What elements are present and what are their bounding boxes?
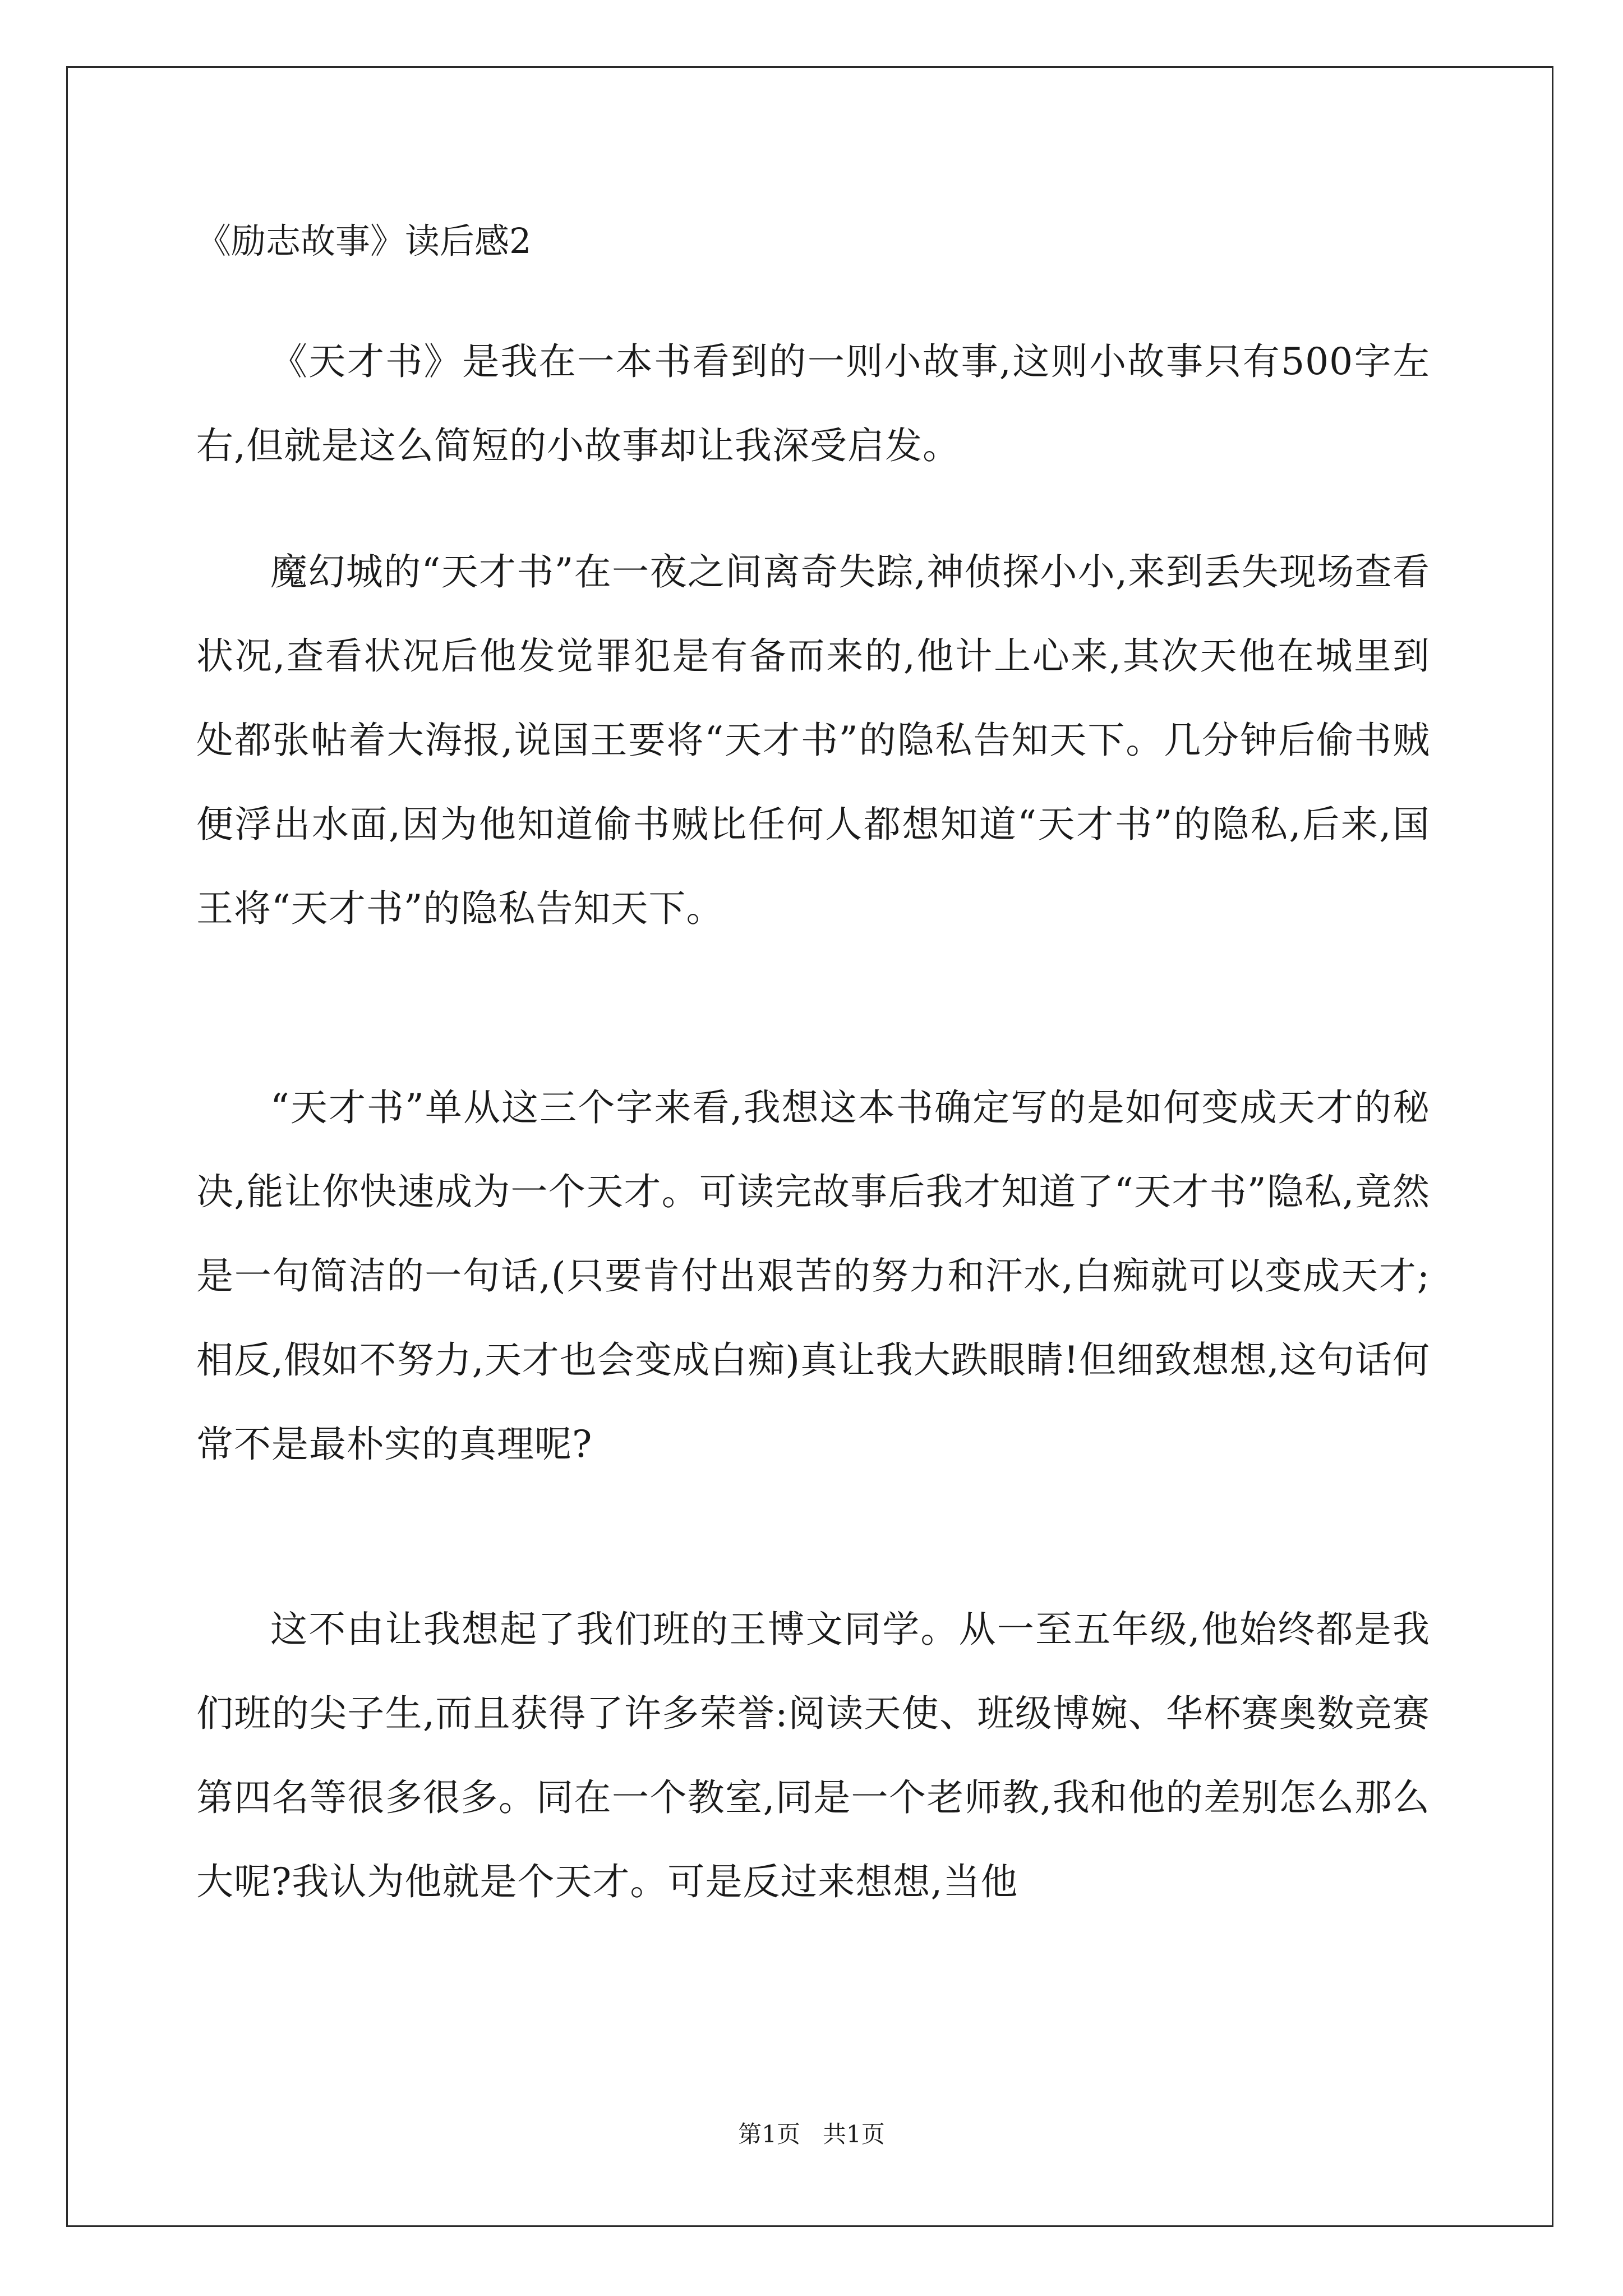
page-footer: 第1页 共1页 (738, 2120, 885, 2148)
document-title: 《励志故事》读后感2 (196, 220, 532, 261)
paragraph-4: 这不由让我想起了我们班的王博文同学。从一至五年级,他始终都是我们班的尖子生,而且获得了许多荣誉:阅读天使、班级博婉、华杯赛奥数竞赛第四名等很多很多。同在一个教室,同是一个老师教,我和他的差别怎么那么大呢?我认为他就是个天才。可是反过来想想,当他 (196, 1608, 1430, 1903)
paragraph-3: “天才书”单从这三个字来看,我想这本书确定写的是如何变成天才的秘决,能让你快速成为一个天才。可读完故事后我才知道了“天才书”隐私,竟然是一句简洁的一句话,(只要肯付出艰苦的努力和汗水,白痴就可以变成天才;相反,假如不努力,天才也会变成白痴)真让我大跌眼睛!但细致想想,这句话何常不是最朴实的真理呢? (196, 1086, 1430, 1466)
paragraph-2: 魔幻城的“天才书”在一夜之间离奇失踪,神侦探小小,来到丢失现场查看状况,查看状况后他发觉罪犯是有备而来的,他计上心来,其次天他在城里到处都张帖着大海报,说国王要将“天才书”的隐私告知天下。几分钟后偷书贼便浮出水面,因为他知道偷书贼比任何人都想知道“天才书”的隐私,后来,国王将“天才书”的隐私告知天下。 (196, 550, 1430, 930)
paragraph-1: 《天才书》是我在一本书看到的一则小故事,这则小故事只有500字左右,但就是这么简短的小故事却让我深受启发。 (196, 340, 1430, 467)
